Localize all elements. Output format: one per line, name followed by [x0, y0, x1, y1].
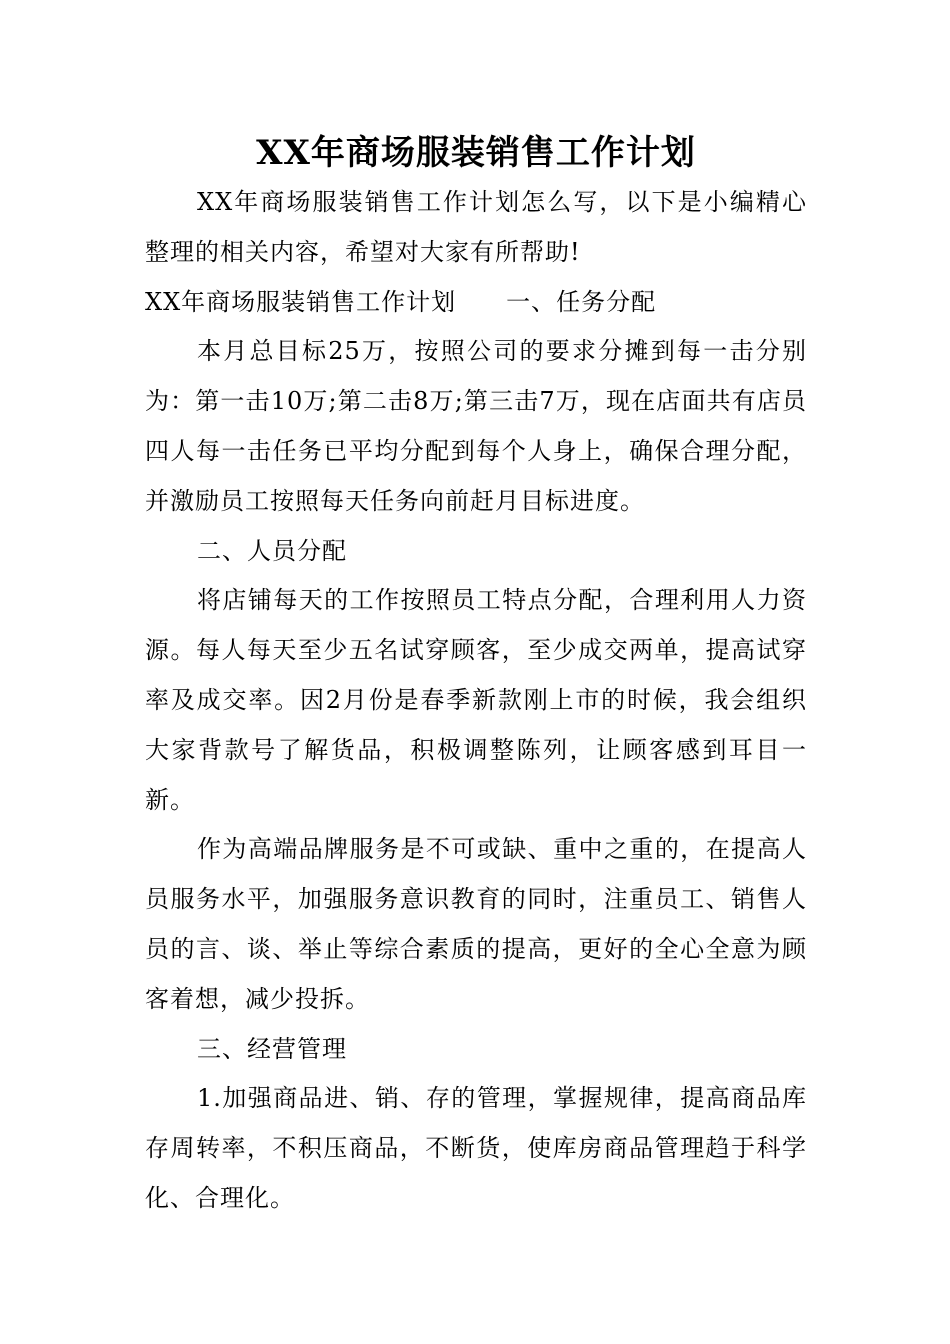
section-heading-management: 三、经营管理: [197, 1034, 347, 1063]
plan-heading-line: XX年商场服装销售工作计划 一、任务分配: [145, 287, 657, 316]
inventory-paragraph: 1.加强商品进、销、存的管理，掌握规律，提高商品库存周转率，不积压商品，不断货，使库房商品管理趋于科学化、合理化。: [145, 1084, 807, 1212]
service-paragraph: 作为高端品牌服务是不可或缺、重中之重的，在提高人员服务水平，加强服务意识教育的同时，注重员工、销售人员的言、谈、举止等综合素质的提高，更好的全心全意为顾客着想，减少投拆。: [145, 835, 807, 1013]
document-page: [145, 128, 807, 1224]
staff-allocation-paragraph: 将店铺每天的工作按照员工特点分配，合理利用人力资源。每人每天至少五名试穿顾客，至少成交两单，提高试穿率及成交率。因2月份是春季新款刚上市的时候，我会组织大家背款号了解货品，积极调整陈列，让顾客感到耳目一新。: [145, 586, 807, 814]
section-heading-staff: 二、人员分配: [197, 536, 347, 565]
intro-paragraph: XX年商场服装销售工作计划怎么写，以下是小编精心整理的相关内容，希望对大家有所帮助!: [145, 188, 807, 266]
task-allocation-paragraph: 本月总目标25万，按照公司的要求分摊到每一击分别为：第一击10万;第二击8万;第三击7万，现在店面共有店员四人每一击任务已平均分配到每个人身上，确保合理分配，并激励员工按照每天任务向前赶月目标进度。: [145, 337, 807, 515]
document-title: XX年商场服装销售工作计划: [256, 133, 696, 173]
